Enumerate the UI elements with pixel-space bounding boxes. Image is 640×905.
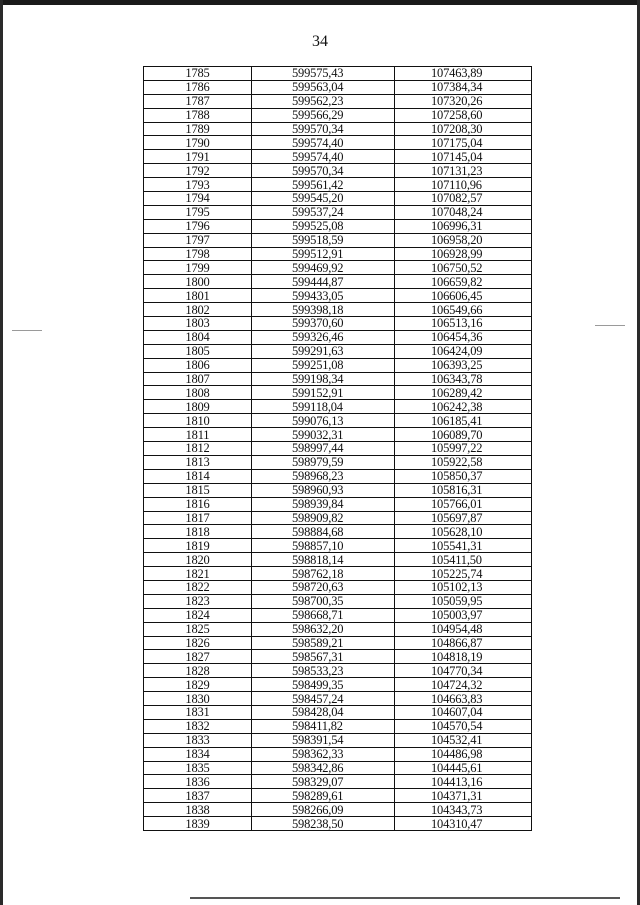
table-row bbox=[144, 539, 532, 553]
y-coordinate-cell: 106659,82 bbox=[395, 275, 532, 289]
y-coordinate-cell: 106549,66 bbox=[395, 303, 532, 317]
x-coordinate-cell: 598428,04 bbox=[252, 705, 395, 719]
point-number-cell: 1789 bbox=[144, 122, 252, 136]
x-coordinate-cell: 598668,71 bbox=[252, 608, 395, 622]
x-coordinate-cell: 598700,35 bbox=[252, 594, 395, 608]
point-number-cell: 1787 bbox=[144, 94, 252, 108]
y-coordinate-cell: 105766,01 bbox=[395, 497, 532, 511]
point-number-cell: 1833 bbox=[144, 733, 252, 747]
table-row bbox=[144, 692, 532, 706]
x-coordinate-cell: 599251,08 bbox=[252, 358, 395, 372]
x-coordinate-cell: 598857,10 bbox=[252, 539, 395, 553]
y-coordinate-cell: 106513,16 bbox=[395, 317, 532, 331]
x-coordinate-cell: 599370,60 bbox=[252, 317, 395, 331]
point-number-cell: 1794 bbox=[144, 192, 252, 206]
x-coordinate-cell: 598567,31 bbox=[252, 650, 395, 664]
table-row bbox=[144, 733, 532, 747]
table-row bbox=[144, 567, 532, 581]
table-row bbox=[144, 400, 532, 414]
table-row bbox=[144, 164, 532, 178]
table-row bbox=[144, 497, 532, 511]
y-coordinate-cell: 107208,30 bbox=[395, 122, 532, 136]
y-coordinate-cell: 105102,13 bbox=[395, 580, 532, 594]
table-row bbox=[144, 817, 532, 831]
x-coordinate-cell: 599326,46 bbox=[252, 330, 395, 344]
point-number-cell: 1812 bbox=[144, 442, 252, 456]
table-row bbox=[144, 289, 532, 303]
x-coordinate-cell: 598266,09 bbox=[252, 803, 395, 817]
y-coordinate-cell: 106289,42 bbox=[395, 386, 532, 400]
point-number-cell: 1832 bbox=[144, 719, 252, 733]
table-row bbox=[144, 150, 532, 164]
table-row bbox=[144, 622, 532, 636]
point-number-cell: 1838 bbox=[144, 803, 252, 817]
point-number-cell: 1792 bbox=[144, 164, 252, 178]
point-number-cell: 1807 bbox=[144, 372, 252, 386]
y-coordinate-cell: 104343,73 bbox=[395, 803, 532, 817]
table-row bbox=[144, 719, 532, 733]
y-coordinate-cell: 105922,58 bbox=[395, 455, 532, 469]
table-row bbox=[144, 317, 532, 331]
y-coordinate-cell: 105850,37 bbox=[395, 469, 532, 483]
point-number-cell: 1793 bbox=[144, 178, 252, 192]
y-coordinate-cell: 107384,34 bbox=[395, 80, 532, 94]
y-coordinate-cell: 106089,70 bbox=[395, 428, 532, 442]
y-coordinate-cell: 105697,87 bbox=[395, 511, 532, 525]
y-coordinate-cell: 106958,20 bbox=[395, 233, 532, 247]
x-coordinate-cell: 598589,21 bbox=[252, 636, 395, 650]
x-coordinate-cell: 599575,43 bbox=[252, 67, 395, 81]
table-row bbox=[144, 414, 532, 428]
x-coordinate-cell: 599518,59 bbox=[252, 233, 395, 247]
y-coordinate-cell: 106928,99 bbox=[395, 247, 532, 261]
table-row bbox=[144, 455, 532, 469]
point-number-cell: 1801 bbox=[144, 289, 252, 303]
x-coordinate-cell: 599152,91 bbox=[252, 386, 395, 400]
table-row bbox=[144, 761, 532, 775]
point-number-cell: 1809 bbox=[144, 400, 252, 414]
point-number-cell: 1797 bbox=[144, 233, 252, 247]
point-number-cell: 1817 bbox=[144, 511, 252, 525]
y-coordinate-cell: 106393,25 bbox=[395, 358, 532, 372]
point-number-cell: 1802 bbox=[144, 303, 252, 317]
point-number-cell: 1799 bbox=[144, 261, 252, 275]
x-coordinate-cell: 598329,07 bbox=[252, 775, 395, 789]
y-coordinate-cell: 107463,89 bbox=[395, 67, 532, 81]
y-coordinate-cell: 104866,87 bbox=[395, 636, 532, 650]
point-number-cell: 1835 bbox=[144, 761, 252, 775]
x-coordinate-cell: 598939,84 bbox=[252, 497, 395, 511]
x-coordinate-cell: 599537,24 bbox=[252, 205, 395, 219]
y-coordinate-cell: 107110,96 bbox=[395, 178, 532, 192]
x-coordinate-cell: 599032,31 bbox=[252, 428, 395, 442]
table-row bbox=[144, 525, 532, 539]
table-row bbox=[144, 594, 532, 608]
table-row bbox=[144, 650, 532, 664]
x-coordinate-cell: 598499,35 bbox=[252, 678, 395, 692]
point-number-cell: 1816 bbox=[144, 497, 252, 511]
y-coordinate-cell: 106343,78 bbox=[395, 372, 532, 386]
table-row bbox=[144, 483, 532, 497]
y-coordinate-cell: 107131,23 bbox=[395, 164, 532, 178]
table-row bbox=[144, 358, 532, 372]
table-row bbox=[144, 136, 532, 150]
x-coordinate-cell: 598238,50 bbox=[252, 817, 395, 831]
x-coordinate-cell: 599525,08 bbox=[252, 219, 395, 233]
point-number-cell: 1800 bbox=[144, 275, 252, 289]
point-number-cell: 1825 bbox=[144, 622, 252, 636]
y-coordinate-cell: 106996,31 bbox=[395, 219, 532, 233]
point-number-cell: 1785 bbox=[144, 67, 252, 81]
x-coordinate-cell: 598411,82 bbox=[252, 719, 395, 733]
x-coordinate-cell: 599433,05 bbox=[252, 289, 395, 303]
y-coordinate-cell: 104770,34 bbox=[395, 664, 532, 678]
y-coordinate-cell: 107082,57 bbox=[395, 192, 532, 206]
x-coordinate-cell: 599291,63 bbox=[252, 344, 395, 358]
y-coordinate-cell: 107048,24 bbox=[395, 205, 532, 219]
x-coordinate-cell: 598997,44 bbox=[252, 442, 395, 456]
y-coordinate-cell: 105816,31 bbox=[395, 483, 532, 497]
x-coordinate-cell: 599198,34 bbox=[252, 372, 395, 386]
point-number-cell: 1819 bbox=[144, 539, 252, 553]
point-number-cell: 1823 bbox=[144, 594, 252, 608]
scan-speck-left bbox=[12, 330, 42, 331]
point-number-cell: 1803 bbox=[144, 317, 252, 331]
point-number-cell: 1839 bbox=[144, 817, 252, 831]
x-coordinate-cell: 598884,68 bbox=[252, 525, 395, 539]
y-coordinate-cell: 107320,26 bbox=[395, 94, 532, 108]
point-number-cell: 1795 bbox=[144, 205, 252, 219]
y-coordinate-cell: 105059,95 bbox=[395, 594, 532, 608]
scan-top-edge bbox=[0, 0, 640, 5]
scan-speck-right bbox=[595, 325, 625, 326]
x-coordinate-cell: 598720,63 bbox=[252, 580, 395, 594]
table-row bbox=[144, 303, 532, 317]
point-number-cell: 1837 bbox=[144, 789, 252, 803]
x-coordinate-cell: 598762,18 bbox=[252, 567, 395, 581]
coordinates-table-container bbox=[143, 66, 531, 831]
x-coordinate-cell: 599570,34 bbox=[252, 164, 395, 178]
point-number-cell: 1814 bbox=[144, 469, 252, 483]
table-row bbox=[144, 664, 532, 678]
point-number-cell: 1827 bbox=[144, 650, 252, 664]
y-coordinate-cell: 104724,32 bbox=[395, 678, 532, 692]
table-row bbox=[144, 678, 532, 692]
point-number-cell: 1805 bbox=[144, 344, 252, 358]
coordinates-table bbox=[143, 66, 532, 831]
x-coordinate-cell: 598818,14 bbox=[252, 553, 395, 567]
point-number-cell: 1826 bbox=[144, 636, 252, 650]
x-coordinate-cell: 599561,42 bbox=[252, 178, 395, 192]
point-number-cell: 1798 bbox=[144, 247, 252, 261]
table-row bbox=[144, 705, 532, 719]
x-coordinate-cell: 599566,29 bbox=[252, 108, 395, 122]
y-coordinate-cell: 104954,48 bbox=[395, 622, 532, 636]
point-number-cell: 1834 bbox=[144, 747, 252, 761]
table-row bbox=[144, 219, 532, 233]
table-row bbox=[144, 608, 532, 622]
point-number-cell: 1836 bbox=[144, 775, 252, 789]
point-number-cell: 1815 bbox=[144, 483, 252, 497]
table-row bbox=[144, 747, 532, 761]
table-row bbox=[144, 553, 532, 567]
y-coordinate-cell: 104607,04 bbox=[395, 705, 532, 719]
x-coordinate-cell: 598362,33 bbox=[252, 747, 395, 761]
point-number-cell: 1820 bbox=[144, 553, 252, 567]
table-row bbox=[144, 108, 532, 122]
point-number-cell: 1811 bbox=[144, 428, 252, 442]
y-coordinate-cell: 105003,97 bbox=[395, 608, 532, 622]
table-row bbox=[144, 344, 532, 358]
table-row bbox=[144, 803, 532, 817]
point-number-cell: 1796 bbox=[144, 219, 252, 233]
point-number-cell: 1786 bbox=[144, 80, 252, 94]
page-number: 34 bbox=[312, 33, 328, 50]
table-row bbox=[144, 192, 532, 206]
table-row bbox=[144, 775, 532, 789]
x-coordinate-cell: 599563,04 bbox=[252, 80, 395, 94]
table-row bbox=[144, 205, 532, 219]
y-coordinate-cell: 104413,16 bbox=[395, 775, 532, 789]
x-coordinate-cell: 598960,93 bbox=[252, 483, 395, 497]
y-coordinate-cell: 107258,60 bbox=[395, 108, 532, 122]
point-number-cell: 1804 bbox=[144, 330, 252, 344]
x-coordinate-cell: 598457,24 bbox=[252, 692, 395, 706]
table-row bbox=[144, 67, 532, 81]
y-coordinate-cell: 104371,31 bbox=[395, 789, 532, 803]
x-coordinate-cell: 599076,13 bbox=[252, 414, 395, 428]
point-number-cell: 1790 bbox=[144, 136, 252, 150]
x-coordinate-cell: 599545,20 bbox=[252, 192, 395, 206]
y-coordinate-cell: 106454,36 bbox=[395, 330, 532, 344]
y-coordinate-cell: 104445,61 bbox=[395, 761, 532, 775]
point-number-cell: 1813 bbox=[144, 455, 252, 469]
y-coordinate-cell: 105997,22 bbox=[395, 442, 532, 456]
x-coordinate-cell: 598909,82 bbox=[252, 511, 395, 525]
point-number-cell: 1788 bbox=[144, 108, 252, 122]
x-coordinate-cell: 599469,92 bbox=[252, 261, 395, 275]
table-row bbox=[144, 442, 532, 456]
x-coordinate-cell: 599512,91 bbox=[252, 247, 395, 261]
table-row bbox=[144, 122, 532, 136]
table-row bbox=[144, 469, 532, 483]
table-row bbox=[144, 247, 532, 261]
y-coordinate-cell: 104486,98 bbox=[395, 747, 532, 761]
y-coordinate-cell: 106242,38 bbox=[395, 400, 532, 414]
point-number-cell: 1791 bbox=[144, 150, 252, 164]
x-coordinate-cell: 598632,20 bbox=[252, 622, 395, 636]
x-coordinate-cell: 599562,23 bbox=[252, 94, 395, 108]
table-row bbox=[144, 261, 532, 275]
point-number-cell: 1829 bbox=[144, 678, 252, 692]
y-coordinate-cell: 105411,50 bbox=[395, 553, 532, 567]
table-row bbox=[144, 233, 532, 247]
x-coordinate-cell: 599570,34 bbox=[252, 122, 395, 136]
scan-bottom-edge bbox=[190, 897, 620, 899]
table-row bbox=[144, 789, 532, 803]
table-row bbox=[144, 511, 532, 525]
table-row bbox=[144, 80, 532, 94]
x-coordinate-cell: 598968,23 bbox=[252, 469, 395, 483]
x-coordinate-cell: 599574,40 bbox=[252, 150, 395, 164]
point-number-cell: 1828 bbox=[144, 664, 252, 678]
table-row bbox=[144, 428, 532, 442]
y-coordinate-cell: 104818,19 bbox=[395, 650, 532, 664]
y-coordinate-cell: 104532,41 bbox=[395, 733, 532, 747]
point-number-cell: 1821 bbox=[144, 567, 252, 581]
table-row bbox=[144, 580, 532, 594]
coordinates-table-body bbox=[144, 67, 532, 831]
x-coordinate-cell: 599444,87 bbox=[252, 275, 395, 289]
scan-left-edge bbox=[0, 0, 3, 905]
y-coordinate-cell: 105225,74 bbox=[395, 567, 532, 581]
y-coordinate-cell: 107145,04 bbox=[395, 150, 532, 164]
table-row bbox=[144, 372, 532, 386]
table-row bbox=[144, 330, 532, 344]
table-row bbox=[144, 94, 532, 108]
x-coordinate-cell: 598289,61 bbox=[252, 789, 395, 803]
point-number-cell: 1824 bbox=[144, 608, 252, 622]
y-coordinate-cell: 104310,47 bbox=[395, 817, 532, 831]
point-number-cell: 1830 bbox=[144, 692, 252, 706]
y-coordinate-cell: 107175,04 bbox=[395, 136, 532, 150]
x-coordinate-cell: 598979,59 bbox=[252, 455, 395, 469]
point-number-cell: 1808 bbox=[144, 386, 252, 400]
x-coordinate-cell: 599398,18 bbox=[252, 303, 395, 317]
y-coordinate-cell: 104570,54 bbox=[395, 719, 532, 733]
x-coordinate-cell: 599574,40 bbox=[252, 136, 395, 150]
table-row bbox=[144, 275, 532, 289]
x-coordinate-cell: 599118,04 bbox=[252, 400, 395, 414]
table-row bbox=[144, 636, 532, 650]
y-coordinate-cell: 106424,09 bbox=[395, 344, 532, 358]
point-number-cell: 1822 bbox=[144, 580, 252, 594]
table-row bbox=[144, 386, 532, 400]
y-coordinate-cell: 105541,31 bbox=[395, 539, 532, 553]
y-coordinate-cell: 106606,45 bbox=[395, 289, 532, 303]
point-number-cell: 1818 bbox=[144, 525, 252, 539]
point-number-cell: 1810 bbox=[144, 414, 252, 428]
y-coordinate-cell: 104663,83 bbox=[395, 692, 532, 706]
table-row bbox=[144, 178, 532, 192]
x-coordinate-cell: 598533,23 bbox=[252, 664, 395, 678]
x-coordinate-cell: 598391,54 bbox=[252, 733, 395, 747]
y-coordinate-cell: 105628,10 bbox=[395, 525, 532, 539]
y-coordinate-cell: 106185,41 bbox=[395, 414, 532, 428]
x-coordinate-cell: 598342,86 bbox=[252, 761, 395, 775]
point-number-cell: 1831 bbox=[144, 705, 252, 719]
y-coordinate-cell: 106750,52 bbox=[395, 261, 532, 275]
point-number-cell: 1806 bbox=[144, 358, 252, 372]
